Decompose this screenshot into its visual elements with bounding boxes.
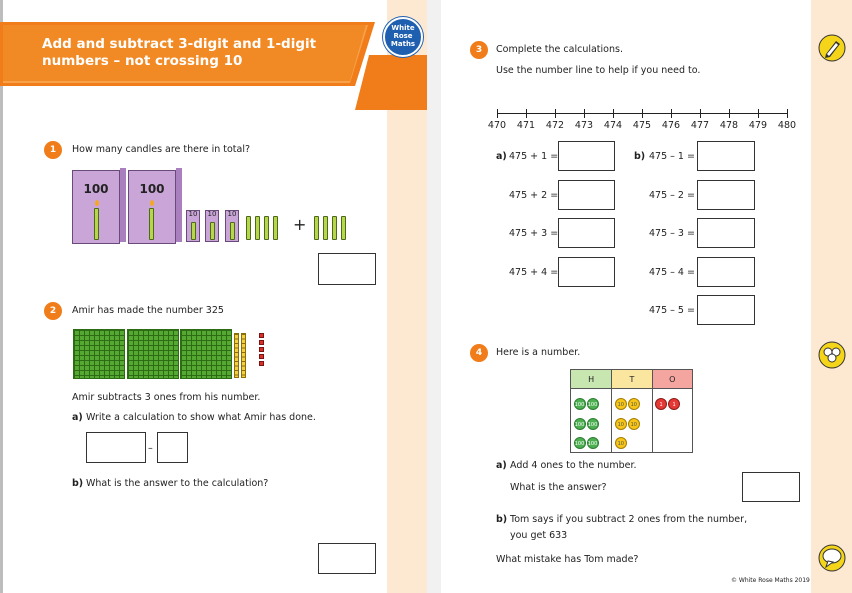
tens-counter: 10 <box>628 398 640 410</box>
flame-icon <box>150 200 154 206</box>
tens-counter: 10 <box>615 418 627 430</box>
page-gutter <box>427 0 441 593</box>
pv-cell-tens <box>612 389 652 453</box>
pv-header-tens: T <box>612 370 652 389</box>
q3-calc-add-3: 475 + 3 = <box>509 228 559 239</box>
q3-calc-sub-2: 475 – 2 = <box>649 190 695 201</box>
candle-box-label: 100 <box>83 182 109 196</box>
minus-sign: – <box>148 443 153 454</box>
hundreds-counter: 100 <box>574 437 586 449</box>
q2a-label: a) <box>72 412 83 423</box>
number-line-tick <box>613 109 614 118</box>
hundreds-counter: 100 <box>587 418 599 430</box>
number-line-tick <box>758 109 759 118</box>
right-margin-panel <box>811 0 852 593</box>
q1-answer-box[interactable] <box>318 253 376 285</box>
number-line-label: 476 <box>661 120 681 131</box>
group-icon <box>818 341 846 369</box>
hundred-square <box>73 329 125 379</box>
number-line-label: 474 <box>603 120 623 131</box>
q3-sub-answer-box[interactable] <box>697 180 755 210</box>
candle-icon <box>94 208 99 240</box>
one-cube <box>259 361 264 366</box>
q3-calc-add-2: 475 + 2 = <box>509 190 559 201</box>
number-line-label: 472 <box>545 120 565 131</box>
q4b-label: b) <box>496 514 508 525</box>
question-1-number: 1 <box>44 141 62 159</box>
candle-icon <box>191 222 196 240</box>
q3-sub-answer-box[interactable] <box>697 141 755 171</box>
candle-icon <box>230 222 235 240</box>
speech-bubble-icon <box>818 544 846 572</box>
q3-sub-answer-box[interactable] <box>697 257 755 287</box>
number-line-tick <box>555 109 556 118</box>
question-3-number: 3 <box>470 41 488 59</box>
hundreds-counter: 100 <box>587 437 599 449</box>
hundred-square <box>127 329 179 379</box>
candle-box-side <box>176 168 182 242</box>
white-rose-maths-logo: White Rose Maths <box>383 17 423 57</box>
ten-rod <box>234 333 239 378</box>
candle-icon <box>264 216 269 240</box>
q3-calc-sub-1: 475 – 1 = <box>649 151 695 162</box>
plus-sign: + <box>293 215 307 234</box>
candle-icon <box>314 216 319 240</box>
question-1-prompt: How many candles are there in total? <box>72 144 251 155</box>
one-cube <box>259 347 264 352</box>
number-line-label: 470 <box>487 120 507 131</box>
question-3-hint: Use the number line to help if you need to. <box>496 65 701 76</box>
hundreds-counter: 100 <box>574 418 586 430</box>
question-2-number: 2 <box>44 302 62 320</box>
number-line-label: 480 <box>777 120 797 131</box>
one-cube <box>259 333 264 338</box>
pencil-icon <box>818 34 846 62</box>
left-page <box>3 0 387 593</box>
q3-add-answer-box[interactable] <box>558 141 615 171</box>
page-title: Add and subtract 3-digit and 1-digit numbers – not crossing 10 <box>42 36 317 69</box>
candle-icon <box>246 216 251 240</box>
tens-counter: 10 <box>615 437 627 449</box>
q3b-label: b) <box>634 151 646 162</box>
q2b-text: What is the answer to the calculation? <box>86 478 269 489</box>
number-line-tick <box>700 109 701 118</box>
candle-icon <box>210 222 215 240</box>
q4b-question: What mistake has Tom made? <box>496 554 639 565</box>
q2b-answer-box[interactable] <box>318 543 376 574</box>
q3-calc-add-1: 475 + 1 = <box>509 151 559 162</box>
ten-box-label: 10 <box>207 210 217 218</box>
ones-counter: 1 <box>668 398 680 410</box>
q4a-subtext: What is the answer? <box>510 482 607 493</box>
number-line-tick <box>671 109 672 118</box>
one-cube <box>259 340 264 345</box>
q4a-answer-box[interactable] <box>742 472 800 502</box>
number-line-tick <box>729 109 730 118</box>
q2a-text: Write a calculation to show what Amir has done. <box>86 412 316 423</box>
candle-icon <box>341 216 346 240</box>
q3-calc-sub-3: 475 – 3 = <box>649 228 695 239</box>
question-4-number: 4 <box>470 344 488 362</box>
q2a-answer-box-2[interactable] <box>157 432 188 463</box>
q3-sub-answer-box[interactable] <box>697 218 755 248</box>
tens-counter: 10 <box>615 398 627 410</box>
number-line-label: 477 <box>690 120 710 131</box>
number-line-tick <box>787 109 788 118</box>
number-line-label: 478 <box>719 120 739 131</box>
q3-calc-sub-5: 475 – 5 = <box>649 305 695 316</box>
number-line-label: 473 <box>574 120 594 131</box>
pv-cell-ones <box>652 389 692 453</box>
candle-icon <box>149 208 154 240</box>
ten-box-label: 10 <box>188 210 198 218</box>
number-line-label: 475 <box>632 120 652 131</box>
q3-calc-add-4: 475 + 4 = <box>509 267 559 278</box>
q4b-text: Tom says if you subtract 2 ones from the number, <box>510 514 748 525</box>
number-line-tick <box>642 109 643 118</box>
q3-add-answer-box[interactable] <box>558 218 615 248</box>
candle-box-side <box>120 168 126 242</box>
pv-cell-hundreds <box>571 389 612 453</box>
q4a-text: Add 4 ones to the number. <box>510 460 637 471</box>
candle-icon <box>323 216 328 240</box>
hundreds-counter: 100 <box>587 398 599 410</box>
question-4-prompt: Here is a number. <box>496 347 581 358</box>
candle-icon <box>273 216 278 240</box>
candle-icon <box>332 216 337 240</box>
one-cube <box>259 354 264 359</box>
q2-statement: Amir subtracts 3 ones from his number. <box>72 392 261 403</box>
ten-rod <box>241 333 246 378</box>
number-line-tick <box>497 109 498 118</box>
pv-header-ones: O <box>652 370 692 389</box>
flame-icon <box>95 200 99 206</box>
ones-counter: 1 <box>655 398 667 410</box>
q3-add-answer-box[interactable] <box>558 257 615 287</box>
number-line-tick <box>584 109 585 118</box>
q4b-text-2: you get 633 <box>510 530 568 541</box>
banner-wedge <box>355 55 427 110</box>
pv-header-hundreds: H <box>571 370 612 389</box>
number-line-label: 471 <box>516 120 536 131</box>
number-line-label: 479 <box>748 120 768 131</box>
q2b-label: b) <box>72 478 84 489</box>
ten-box-label: 10 <box>227 210 237 218</box>
tens-counter: 10 <box>628 418 640 430</box>
question-2-prompt: Amir has made the number 325 <box>72 305 224 316</box>
candle-box-label: 100 <box>139 182 165 196</box>
number-line-tick <box>526 109 527 118</box>
q2a-answer-box-1[interactable] <box>86 432 146 463</box>
question-3-prompt: Complete the calculations. <box>496 44 623 55</box>
q3-add-answer-box[interactable] <box>558 180 615 210</box>
hundred-square <box>180 329 232 379</box>
copyright: © White Rose Maths 2019 <box>731 577 810 584</box>
place-value-chart <box>570 369 693 453</box>
q3a-label: a) <box>496 151 507 162</box>
candle-icon <box>255 216 260 240</box>
q4a-label: a) <box>496 460 507 471</box>
q3-calc-sub-4: 475 – 4 = <box>649 267 695 278</box>
q3-sub-answer-box[interactable] <box>697 295 755 325</box>
hundreds-counter: 100 <box>574 398 586 410</box>
